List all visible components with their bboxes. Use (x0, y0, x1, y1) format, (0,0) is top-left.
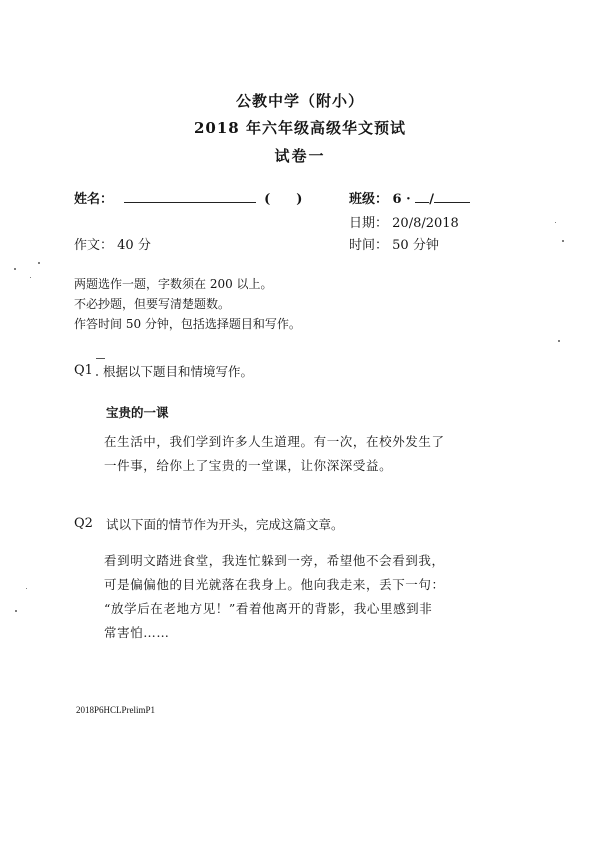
school-title: 公教中学（附小） (235, 92, 364, 110)
document-code: 2018P6HCLPrelimP1 (76, 705, 156, 715)
scan-speck (562, 240, 564, 242)
q2-line: 常害怕…… (104, 625, 170, 640)
date-value: 20/8/2018 (392, 216, 459, 231)
scan-speck (38, 262, 40, 264)
instruction-line: 不必抄题，但要写清楚题数。 (74, 297, 231, 311)
time-label: 时间： (349, 238, 389, 253)
exam-title: 2018 年六年级高级华文预试 (194, 119, 406, 137)
scan-speck (555, 222, 556, 223)
q1-prompt: 根据以下题目和情境写作。 (103, 364, 254, 379)
scan-speck (96, 358, 105, 359)
q2-number: Q2 (74, 516, 93, 531)
q2-line: 可是偏偏他的目光就落在我身上。他向我走来，丢下一句： (104, 577, 445, 592)
instructions (74, 274, 301, 334)
scan-speck (30, 277, 31, 278)
q1-line: 一件事，给你上了宝贵的一堂课，让你深深受益。 (104, 458, 393, 473)
scan-speck (15, 610, 17, 612)
q1-number: Q1 (74, 363, 93, 378)
q2-opening (104, 549, 445, 645)
time-value: 50 分钟 (392, 238, 439, 253)
essay-marks-field (74, 234, 151, 253)
essay-value: 40 分 (117, 238, 151, 253)
name-label: 姓名： (74, 192, 114, 207)
q1-topic: 宝贵的一课 (106, 405, 169, 420)
time-field (349, 234, 439, 253)
class-label: 班级： (349, 192, 389, 207)
instruction-line: 作答时间 50 分钟，包括选择题目和写作。 (74, 317, 301, 331)
scan-speck (558, 340, 560, 342)
name-paren: ( ) (264, 192, 303, 207)
q1-scenario (104, 430, 445, 478)
class-blank-1 (415, 190, 429, 203)
name-field (74, 188, 302, 207)
paper-title: 试卷一 (274, 147, 326, 165)
q2-line: “放学后在老地方见！”看着他离开的背影，我心里感到非 (104, 601, 433, 616)
instruction-line: 两题选作一题，字数须在 200 以上。 (74, 277, 273, 291)
date-field (349, 212, 459, 231)
class-value: 6 · (392, 192, 411, 207)
scan-speck (96, 374, 98, 376)
q2-prompt: 试以下面的情节作为开头，完成这篇文章。 (106, 517, 344, 532)
class-blank-2 (434, 190, 470, 203)
class-sep: / (429, 192, 434, 207)
essay-label: 作文： (74, 238, 114, 253)
class-field (349, 188, 470, 207)
name-blank (124, 190, 256, 203)
date-label: 日期： (349, 216, 389, 231)
q2-line: 看到明文踏进食堂，我连忙躲到一旁，希望他不会看到我， (104, 553, 445, 568)
scan-speck (14, 268, 16, 270)
q1-line: 在生活中，我们学到许多人生道理。有一次，在校外发生了 (104, 434, 445, 449)
scan-speck (26, 588, 27, 589)
